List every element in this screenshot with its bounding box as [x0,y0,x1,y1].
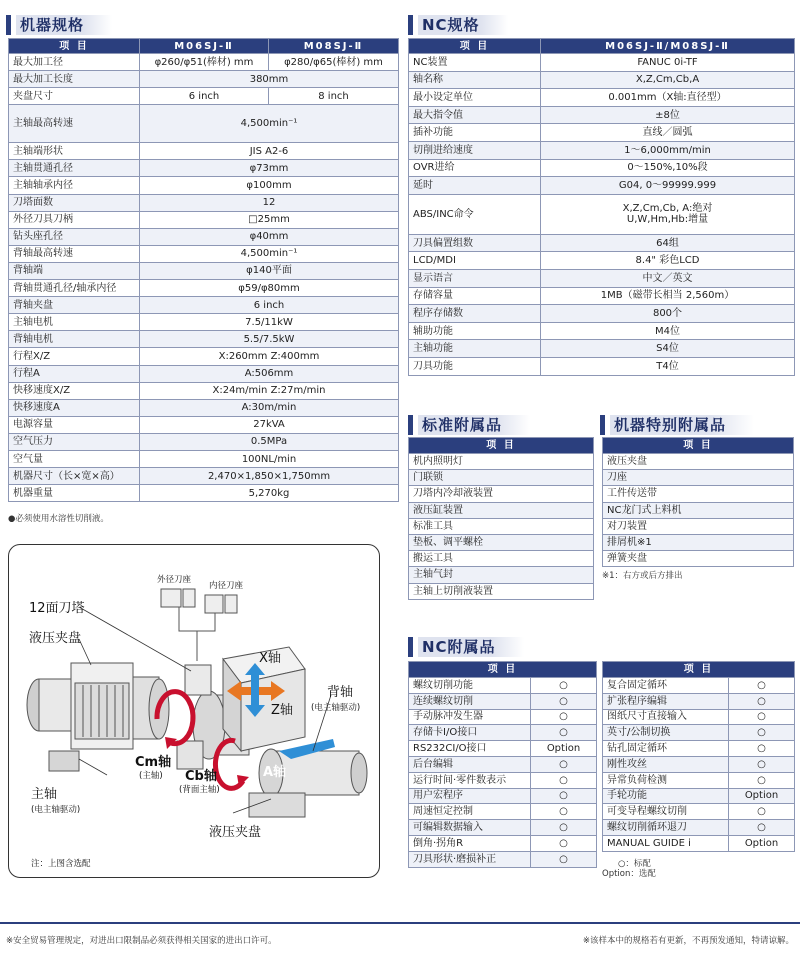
nc-row-label: 最大指令值 [409,106,541,124]
ms-header-item: 项 目 [9,39,140,54]
list-item [409,502,594,518]
table-row [9,105,399,143]
table-row [409,820,597,836]
ms-row-label: 空气压力 [9,433,140,450]
back-spindle-drawing [249,749,367,817]
machine-specs-table [8,38,399,502]
nc-accessory-value: ○ [531,835,597,851]
nc-accessory-label: 异常负荷检测 [603,772,729,788]
nc-accessory-value: ○ [729,678,795,694]
nc-accessory-value: ○ [531,678,597,694]
nc-accessory-label: 扩张程序编辑 [603,693,729,709]
nc-accessory-label: RS232CI/O接口 [409,741,531,757]
table-row [409,851,597,867]
ms-row-label: 背轴夹盘 [9,297,140,314]
nc-row-value: G04, 0〜99999.999 [541,177,795,195]
special-accessory-item: 液压夹盘 [603,454,794,470]
ms-row-label: 背轴最高转速 [9,245,140,262]
table-row [409,71,795,89]
nc-accessory-label: 倒角·拐角R [409,835,531,851]
special-accessories-note: ※1：右方或后方排出 [602,571,683,581]
standard-accessories-table [408,437,594,600]
ms-row-label: 行程X/Z [9,348,140,365]
table-row [409,678,597,694]
table-row [409,124,795,142]
ms-row-label: 主轴端形状 [9,143,140,160]
nc-accessory-value: Option [729,788,795,804]
nc-row-label: LCD/MDI [409,252,541,270]
nc-accessory-label: 用户宏程序 [409,788,531,804]
special-accessory-item: 排屑机※1 [603,534,794,550]
table-row [409,709,597,725]
list-item [603,551,794,567]
table-row [9,228,399,245]
nc-row-value: 800个 [541,305,795,323]
list-item [603,502,794,518]
ms-row-label: 刀塔面数 [9,194,140,211]
table-row [409,788,597,804]
ms-row-value: 12 [140,194,399,211]
nc-row-label: 程序存储数 [409,305,541,323]
list-item [603,486,794,502]
table-row [409,194,795,234]
nc-row-value: 64组 [541,234,795,252]
table-row [409,269,795,287]
ms-row-label: 快移速度A [9,399,140,416]
ms-row-label: 电源容量 [9,416,140,433]
nc-specs-table [408,38,795,376]
table-row [603,709,795,725]
table-row [9,314,399,331]
ms-row-label: 主轴电机 [9,314,140,331]
table-row [9,177,399,194]
ms-row-label: 快移速度X/Z [9,382,140,399]
nc-accessory-label: 刀具形状·磨损补正 [409,851,531,867]
table-row [409,287,795,305]
nc-row-value: 8.4" 彩色LCD [541,252,795,270]
table-row [409,322,795,340]
ms-row-value: φ100mm [140,177,399,194]
standard-accessory-item: 标准工具 [409,518,594,534]
table-row [9,348,399,365]
ms-row-value: 4,500min⁻¹ [140,245,399,262]
table-row [9,399,399,416]
nc-accessory-value: ○ [729,804,795,820]
nc-row-value: T4位 [541,357,795,375]
table-row [603,678,795,694]
table-row [603,788,795,804]
standard-accessory-item: 搬运工具 [409,551,594,567]
diagram-label-back-chuck: 液压夹盘 [209,825,262,840]
nc-accessory-label: 钻孔固定循环 [603,741,729,757]
nc-accessory-value: ○ [729,709,795,725]
nc-accessory-label: 运行时间·零件数表示 [409,772,531,788]
nc-row-label: 刀具功能 [409,357,541,375]
ms-row-label: 最大加工径 [9,54,140,71]
table-row [409,693,597,709]
spc-header: 项 目 [603,438,794,454]
nc-accessory-label: 后台编辑 [409,756,531,772]
ms-row-value: 27kVA [140,416,399,433]
table-row [603,772,795,788]
nc-accessory-value: ○ [531,725,597,741]
table-row [9,143,399,160]
ms-note: ●必须使用水溶性切削液。 [8,514,109,524]
list-item [409,583,594,599]
list-item [409,486,594,502]
nc-row-label: 刀具偏置组数 [409,234,541,252]
table-row [409,252,795,270]
nc-accessory-value: ○ [531,756,597,772]
ms-row-label: 空气量 [9,450,140,467]
nc-accessory-label: 刚性攻丝 [603,756,729,772]
list-item [603,454,794,470]
table-row [409,756,597,772]
ms-row-label: 行程A [9,365,140,382]
ms-header-model2: M08SJ-Ⅱ [269,39,399,54]
ms-row-value: 6 inch [140,297,399,314]
ms-row-value: 2,470×1,850×1,750mm [140,468,399,485]
nca-right-header: 项 目 [603,662,795,678]
nc-accessory-value: ○ [531,772,597,788]
nc-accessory-label: 周速恒定控制 [409,804,531,820]
standard-accessory-item: 机内照明灯 [409,454,594,470]
nc-row-value: 0〜150%,10%段 [541,159,795,177]
nc-row-value: 1MB（磁带长相当 2,560m） [541,287,795,305]
nc-accessory-value: Option [531,741,597,757]
machine-diagram [8,544,380,878]
nc-row-value: 0.001mm（X轴:直径型） [541,89,795,107]
nc-row-value: 中文／英文 [541,269,795,287]
ms-row-value: 100NL/min [140,450,399,467]
table-row [9,297,399,314]
nc-row-value: M4位 [541,322,795,340]
diagram-label-a: A轴 [263,765,287,780]
nc-accessory-label: 连续螺纹切削 [409,693,531,709]
table-row [603,804,795,820]
ms-row-label: 钻头座孔径 [9,228,140,245]
ms-row-label: 机器重量 [9,485,140,502]
table-row [409,357,795,375]
table-row [603,820,795,836]
ms-header-model1: M06SJ-Ⅱ [140,39,269,54]
table-row [9,433,399,450]
nc-accessory-value: ○ [531,709,597,725]
nca-left-header: 项 目 [409,662,597,678]
standard-accessory-item: 刀塔内冷却液装置 [409,486,594,502]
table-row [9,262,399,279]
ms-row-value-model1: 6 inch [140,88,269,105]
ms-row-label: 外径刀具刀柄 [9,211,140,228]
nc-row-value: 直线／圆弧 [541,124,795,142]
nc-row-value: X,Z,Cm,Cb, A:绝对 U,W,Hm,Hb:增量 [541,194,795,234]
table-row [409,159,795,177]
nc-accessory-value: ○ [729,772,795,788]
footer-rule [0,922,800,924]
table-row [409,725,597,741]
diagram-label-turret: 12面刀塔 [29,601,85,616]
ms-row-value: 380mm [140,71,399,88]
ms-row-value: 5.5/7.5kW [140,331,399,348]
table-row [9,280,399,297]
diagram-label-z: Z轴 [271,703,293,718]
ms-row-label: 主轴轴承内径 [9,177,140,194]
nc-accessories-right-table [602,661,795,852]
nc-accessory-value: ○ [531,693,597,709]
standard-accessory-item: 主轴上切削液装置 [409,583,594,599]
ms-row-value: φ59/φ80mm [140,280,399,297]
ms-row-label: 背轴贯通孔径/轴承内径 [9,280,140,297]
nc-accessory-value: ○ [729,756,795,772]
table-row [9,416,399,433]
nc-accessory-label: 手轮功能 [603,788,729,804]
footer-right-note: ※该样本中的规格若有更新，不再预发通知，特请谅解。 [582,936,794,946]
ms-row-label: 背轴端 [9,262,140,279]
table-row [409,741,597,757]
ms-row-label: 背轴电机 [9,331,140,348]
table-row [9,382,399,399]
nca-legend-option: Option：选配 [602,869,656,879]
diagram-label-cb-sub: (背面主轴) [179,785,220,795]
special-accessory-item: 对刀装置 [603,518,794,534]
special-accessories-table [602,437,794,567]
table-row [409,772,597,788]
nc-accessories-title: NC附属品 [408,636,524,658]
machine-specs-title: 机器规格 [6,14,112,36]
list-item [603,470,794,486]
ms-row-label: 夹盘尺寸 [9,88,140,105]
nc-row-label: 插补功能 [409,124,541,142]
nc-accessory-value: ○ [729,820,795,836]
diagram-label-back-spindle: 背轴 [327,685,354,700]
table-row [603,693,795,709]
table-row [409,305,795,323]
nc-accessory-value: ○ [531,788,597,804]
ms-row-value: 0.5MPa [140,433,399,450]
table-row [9,245,399,262]
table-row [409,89,795,107]
nc-accessory-label: 图纸尺寸直接输入 [603,709,729,725]
table-row [9,468,399,485]
list-item [603,518,794,534]
ms-row-value: A:506mm [140,365,399,382]
ms-row-value: JIS A2-6 [140,143,399,160]
nc-accessory-value: Option [729,835,795,851]
nc-accessories-left-table [408,661,597,868]
nc-row-value: 1〜6,000mm/min [541,141,795,159]
table-row [9,485,399,502]
standard-accessory-item: 液压缸装置 [409,502,594,518]
table-row [9,71,399,88]
ms-row-value: φ140平面 [140,262,399,279]
ms-row-value: 7.5/11kW [140,314,399,331]
table-row [409,54,795,72]
nc-accessory-value: ○ [729,741,795,757]
ms-row-value: □25mm [140,211,399,228]
nc-row-label: 切削进给速度 [409,141,541,159]
ms-row-value: φ40mm [140,228,399,245]
nc-row-label: 显示语言 [409,269,541,287]
nc-row-label: OVR进给 [409,159,541,177]
table-row [9,450,399,467]
nc-accessory-label: 可变导程螺纹切削 [603,804,729,820]
nc-accessory-value: ○ [531,851,597,867]
diagram-label-od-holder: 外径刀座 [157,575,192,585]
table-row [409,804,597,820]
ms-row-value: A:30m/min [140,399,399,416]
nc-accessory-label: MANUAL GUIDE i [603,835,729,851]
nc-row-value: FANUC 0i-TF [541,54,795,72]
special-accessory-item: 刀座 [603,470,794,486]
table-row [9,88,399,105]
standard-accessory-item: 垫板、调平螺栓 [409,534,594,550]
special-accessories-title: 机器特别附属品 [600,414,754,436]
table-row [409,340,795,358]
nc-row-label: 存储容量 [409,287,541,305]
ms-row-value-model1: φ260/φ51(棒材) mm [140,54,269,71]
table-row [603,741,795,757]
list-item [409,551,594,567]
table-row [409,106,795,124]
nc-row-label: ABS/INC命令 [409,194,541,234]
list-item [409,518,594,534]
nc-row-value: X,Z,Cm,Cb,A [541,71,795,89]
standard-accessory-item: 主轴气封 [409,567,594,583]
diagram-label-main-drive: (电主轴驱动) [31,805,81,815]
table-row [9,54,399,71]
diagram-label-cb: Cb轴 [185,769,217,784]
ms-row-label: 机器尺寸（长×宽×高） [9,468,140,485]
ms-row-value: X:24m/min Z:27m/min [140,382,399,399]
nc-row-value: ±8位 [541,106,795,124]
nc-specs-title: NC规格 [408,14,508,36]
std-header: 项 目 [409,438,594,454]
footer-left-note: ※安全贸易管理规定，对进出口限制品必须获得相关国家的进出口许可。 [6,936,277,946]
table-row [9,331,399,348]
standard-accessory-item: 门联锁 [409,470,594,486]
list-item [409,534,594,550]
table-row [409,177,795,195]
diagram-label-back-drive: (电主轴驱动) [311,703,361,713]
table-row [603,725,795,741]
nc-accessory-value: ○ [531,804,597,820]
nc-accessory-label: 存储卡I/O接口 [409,725,531,741]
nc-accessory-label: 可编辑数据输入 [409,820,531,836]
nc-accessory-label: 英寸/公制切换 [603,725,729,741]
nc-accessory-label: 手动脉冲发生器 [409,709,531,725]
ms-row-value: 5,270kg [140,485,399,502]
table-row [409,234,795,252]
table-row [9,160,399,177]
nc-accessory-label: 复合固定循环 [603,678,729,694]
nc-row-label: 延时 [409,177,541,195]
diagram-label-main-chuck: 液压夹盘 [29,631,82,646]
table-row [409,835,597,851]
table-row [603,835,795,851]
ms-row-label: 主轴贯通孔径 [9,160,140,177]
nc-accessory-value: ○ [729,693,795,709]
standard-accessories-title: 标准附属品 [408,414,530,436]
nc-row-label: NC装置 [409,54,541,72]
ms-row-value-model2: 8 inch [269,88,399,105]
ms-row-label: 主轴最高转速 [9,105,140,143]
nc-row-label: 轴名称 [409,71,541,89]
nc-accessory-value: ○ [531,820,597,836]
table-row [409,141,795,159]
ms-row-value: X:260mm Z:400mm [140,348,399,365]
nc-header-item: 项 目 [409,39,541,54]
table-row [603,756,795,772]
table-row [9,365,399,382]
table-row [9,194,399,211]
list-item [409,567,594,583]
ms-row-label: 最大加工长度 [9,71,140,88]
special-accessory-item: NC龙门式上料机 [603,502,794,518]
ms-row-value: φ73mm [140,160,399,177]
diagram-label-id-holder: 内径刀座 [209,581,244,591]
nc-header-model: M06SJ-Ⅱ/M08SJ-Ⅱ [541,39,795,54]
nc-row-value: S4位 [541,340,795,358]
list-item [409,454,594,470]
diagram-label-cm: Cm轴 [135,755,172,770]
nc-accessory-value: ○ [729,725,795,741]
nc-accessory-label: 螺纹切削循环退刀 [603,820,729,836]
nc-row-label: 辅助功能 [409,322,541,340]
tool-holders-drawing [161,589,237,661]
nc-accessory-label: 螺纹切削功能 [409,678,531,694]
list-item [603,534,794,550]
ms-row-value: 4,500min⁻¹ [140,105,399,143]
special-accessory-item: 弹簧夹盘 [603,551,794,567]
nca-legend-standard: ○：标配 [618,859,651,869]
diagram-label-x: X轴 [259,651,281,666]
special-accessory-item: 工件传送带 [603,486,794,502]
diagram-label-cm-sub: (主轴) [139,771,163,781]
list-item [409,470,594,486]
ms-row-value-model2: φ280/φ65(棒材) mm [269,54,399,71]
nc-row-label: 主轴功能 [409,340,541,358]
diagram-note: 注：上图含选配 [31,859,91,869]
diagram-label-main: 主轴 [31,787,58,802]
table-row [9,211,399,228]
nc-row-label: 最小设定单位 [409,89,541,107]
